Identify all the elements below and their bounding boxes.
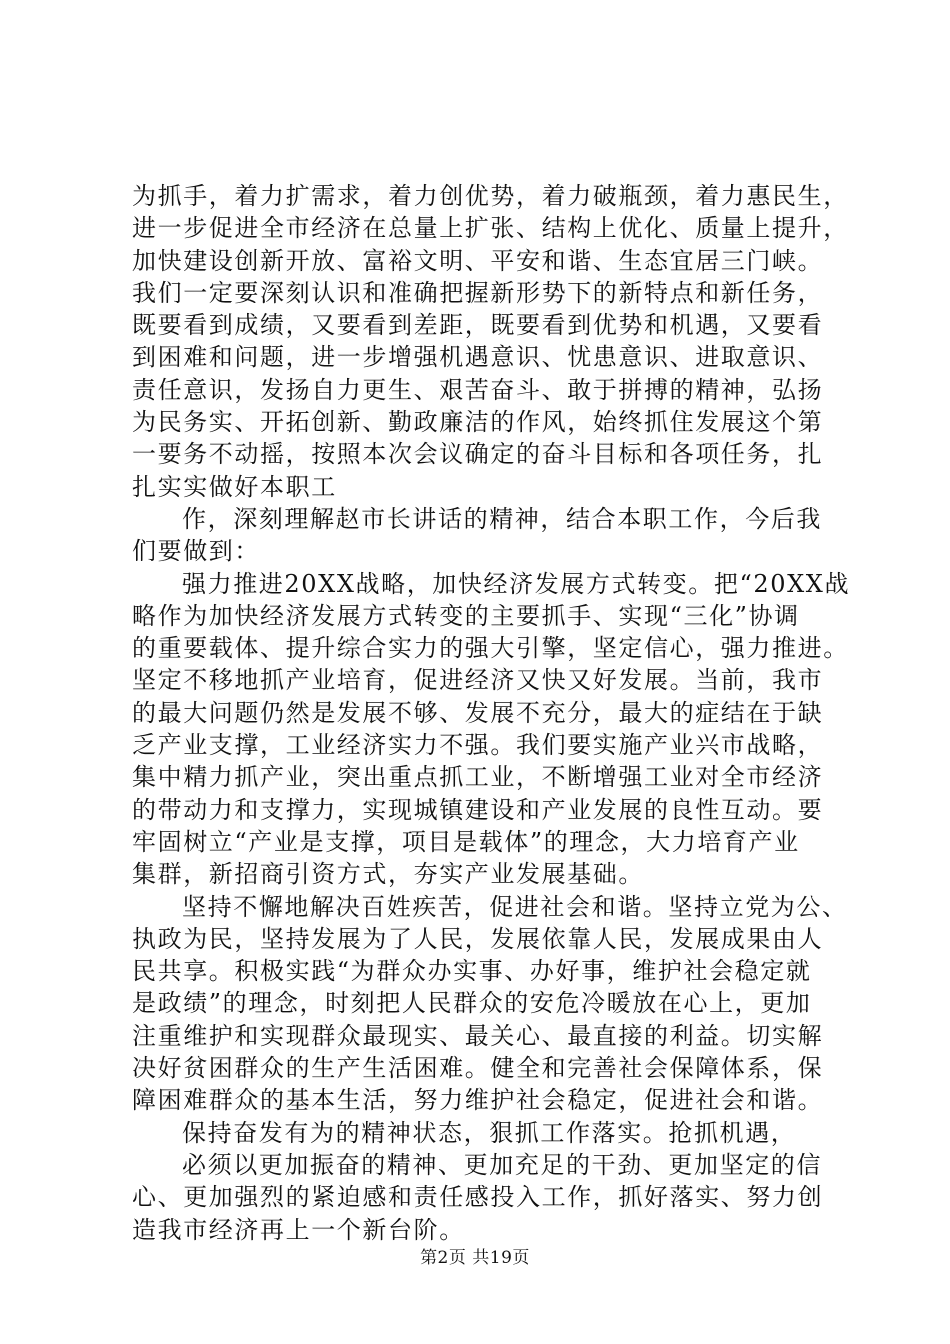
text-line: 造我市经济再上一个新台阶。 <box>132 1215 465 1244</box>
text-line: 既要看到成绩，又要看到差距，既要看到优势和机遇，又要看 <box>132 311 824 340</box>
text-line: 一要务不动摇，按照本次会议确定的奋斗目标和各项任务，扎 <box>132 440 824 469</box>
text-line: 为民务实、开拓创新、勤政廉洁的作风，始终抓住发展这个第 <box>132 408 824 437</box>
text-line: 为抓手，着力扩需求，着力创优势，着力破瓶颈，着力惠民生， <box>132 182 849 210</box>
text-line: 的带动力和支撑力，实现城镇建设和产业发展的良性互动。要 <box>132 795 824 824</box>
text-line: 加快建设创新开放、富裕文明、平安和谐、生态宜居三门峡。 <box>132 246 824 275</box>
text-line: 集群，新招商引资方式，夯实产业发展基础。 <box>132 860 644 889</box>
text-line: 们要做到： <box>132 537 260 566</box>
text-line: 民共享。积极实践“为群众办实事、办好事，维护社会稳定就 <box>132 957 812 986</box>
text-line: 心、更加强烈的紧迫感和责任感投入工作，抓好落实、努力创 <box>132 1183 824 1212</box>
text-line: 乏产业支撑，工业经济实力不强。我们要实施产业兴市战略， <box>132 731 824 760</box>
text-line: 到困难和问题，进一步增强机遇意识、忧患意识、进取意识、 <box>132 343 824 372</box>
text-line: 必须以更加振奋的精神、更加充足的干劲、更加坚定的信 <box>182 1150 822 1179</box>
text-line: 略作为加快经济发展方式转变的主要抓手、实现“三化”协调 <box>132 601 800 630</box>
text-line: 坚持不懈地解决百姓疾苦，促进社会和谐。坚持立党为公、 <box>182 892 848 921</box>
text-line: 保持奋发有为的精神状态，狠抓工作落实。抢抓机遇， <box>182 1118 797 1147</box>
body-text <box>132 180 851 1246</box>
text-line: 牢固树立“产业是支撑，项目是载体”的理念，大力培育产业 <box>132 827 800 856</box>
text-line: 作，深刻理解赵市长讲话的精神，结合本职工作，今后我 <box>182 504 822 533</box>
text-line: 执政为民，坚持发展为了人民，发展依靠人民，发展成果由人 <box>132 924 824 953</box>
page-number-footer: 第2页 共19页 <box>420 1248 530 1268</box>
text-line: 注重维护和实现群众最现实、最关心、最直接的利益。切实解 <box>132 1021 824 1050</box>
text-line: 是政绩”的理念，时刻把人民群众的安危冷暖放在心上，更加 <box>132 989 812 1018</box>
text-line: 的最大问题仍然是发展不够、发展不充分，最大的症结在于缺 <box>132 698 824 727</box>
text-line: 集中精力抓产业，突出重点抓工业，不断增强工业对全市经济 <box>132 763 824 792</box>
text-line: 的重要载体、提升综合实力的强大引擎，坚定信心，强力推进。 <box>132 634 849 663</box>
text-line: 进一步促进全市经济在总量上扩张、结构上优化、质量上提升， <box>132 214 849 243</box>
text-line: 坚定不移地抓产业培育，促进经济又快又好发展。当前，我市 <box>132 666 824 695</box>
text-line: 强力推进20XX战略，加快经济发展方式转变。把“20XX战 <box>182 569 851 598</box>
text-line: 障困难群众的基本生活，努力维护社会稳定，促进社会和谐。 <box>132 1086 824 1115</box>
text-line: 决好贫困群众的生产生活困难。健全和完善社会保障体系，保 <box>132 1054 824 1083</box>
text-line: 责任意识，发扬自力更生、艰苦奋斗、敢于拼搏的精神，弘扬 <box>132 375 824 404</box>
text-line: 我们一定要深刻认识和准确把握新形势下的新特点和新任务， <box>132 278 824 307</box>
text-line: 扎实实做好本职工 <box>132 472 337 501</box>
